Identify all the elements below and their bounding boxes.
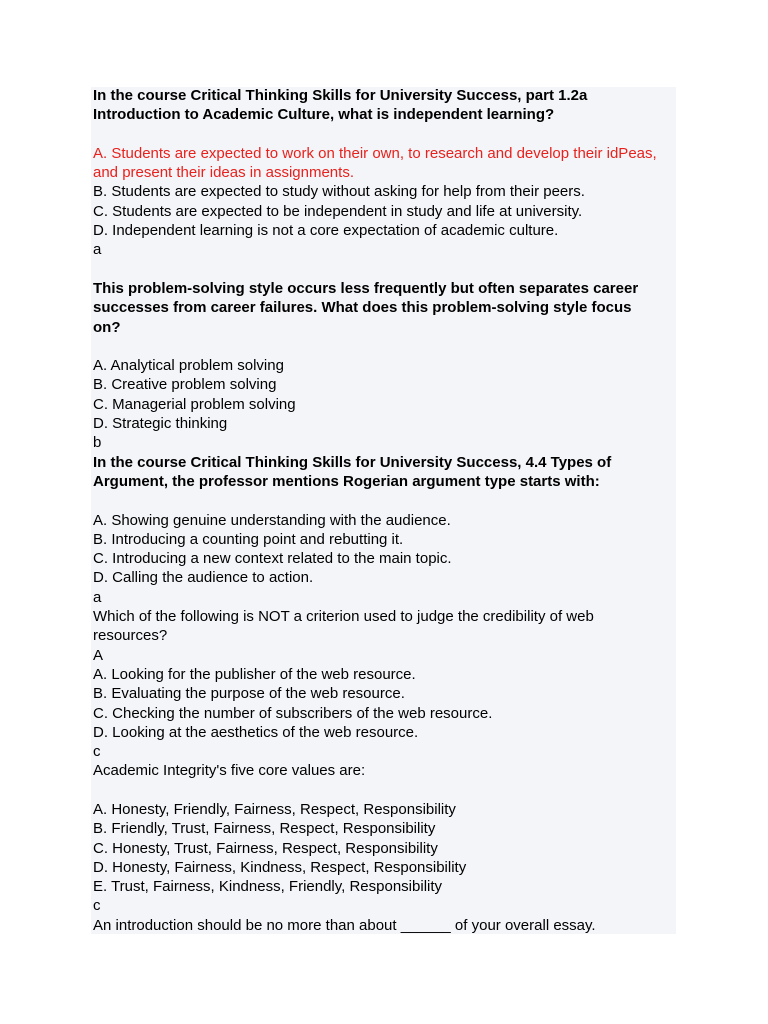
answer-key: a [93,241,102,259]
question-block-2 [93,279,683,453]
option-c: C. Managerial problem solving [93,395,296,413]
option-b: B. Introducing a counting point and rebutting it. [93,530,404,548]
option-c: C. Students are expected to be independent in study and life at university. [93,202,583,220]
option-d: D. Independent learning is not a core expectation of academic culture. [93,222,559,240]
option-d: D. Looking at the aesthetics of the web resource. [93,723,419,741]
question-text: This problem-solving style occurs less frequently but often separates career [93,279,639,297]
option-c: C. Introducing a new context related to the main topic. [93,550,452,568]
question-block-1 [93,86,683,279]
question-text: Argument, the professor mentions Rogerian argument type starts with: [93,472,600,490]
question-block-3 [93,453,683,607]
question-block-6 [93,916,683,935]
option-d: D. Strategic thinking [93,415,228,433]
quiz-content [93,86,683,935]
option-a: A. Showing genuine understanding with the audience. [93,511,451,529]
answer-key: b [93,434,102,452]
option-d: D. Honesty, Fairness, Kindness, Respect, Responsibility [93,858,467,876]
spacer [93,491,683,510]
option-c: C. Honesty, Trust, Fairness, Respect, Responsibility [93,839,438,857]
spacer [93,781,683,800]
question-text: on? [93,318,121,336]
question-block-5 [93,761,683,915]
option-d: D. Calling the audience to action. [93,569,314,587]
option-a: A. Honesty, Friendly, Fairness, Respect, Responsibility [93,800,456,818]
option-a: A. Looking for the publisher of the web resource. [93,665,416,683]
question-text: Which of the following is NOT a criterion used to judge the credibility of web [93,608,594,626]
option-b: B. Evaluating the purpose of the web resource. [93,685,405,703]
spacer [93,125,683,144]
question-text: Introduction to Academic Culture, what is independent learning? [93,106,555,124]
question-text: In the course Critical Thinking Skills for University Success, 4.4 Types of [93,453,612,471]
option-a: A. Analytical problem solving [93,357,284,375]
question-text: successes from career failures. What does this problem-solving style focus [93,299,632,317]
answer-key: c [93,897,101,915]
option-a-highlighted: A. Students are expected to work on their own, to research and develop their idPeas, [93,144,657,162]
option-e: E. Trust, Fairness, Kindness, Friendly, Responsibility [93,878,443,896]
question-text: resources? [93,627,168,645]
spacer [93,260,683,279]
answer-key: a [93,588,102,606]
question-text: In the course Critical Thinking Skills for University Success, part 1.2a [93,87,588,104]
question-block-4 [93,607,683,761]
answer-key: c [93,743,101,761]
question-prefix: A [93,646,104,664]
option-b: B. Friendly, Trust, Fairness, Respect, Responsibility [93,820,436,838]
question-text: Academic Integrity's five core values are: [93,762,366,780]
option-b: B. Students are expected to study without asking for help from their peers. [93,183,585,201]
question-text: An introduction should be no more than about ______ of your overall essay. [93,916,596,934]
option-b: B. Creative problem solving [93,376,277,394]
option-c: C. Checking the number of subscribers of the web resource. [93,704,493,722]
option-a-highlighted: and present their ideas in assignments. [93,164,354,182]
spacer [93,337,683,356]
